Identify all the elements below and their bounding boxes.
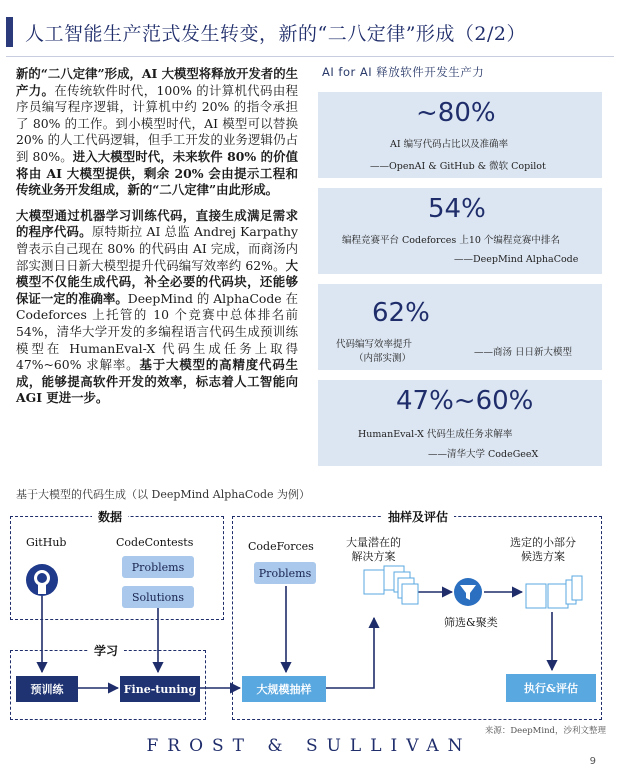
stat-source: ——DeepMind AlphaCode	[454, 254, 579, 265]
paragraph-1	[16, 66, 298, 199]
p2-run: 基于大模型的高精度代码生成，能够提高软件开发的效率，标志着人工智能向 AGI 更进一步。	[16, 357, 299, 406]
page-title: 人工智能生产范式发生转变，新的“二八定律”形成（2/2）	[25, 22, 527, 45]
candidate-solutions-label: 大量潜在的 解决方案	[346, 536, 401, 563]
p1-run: 新的“二八定律”形成，AI 大模型将释放开发者的生产力。	[16, 66, 298, 98]
header-divider	[6, 56, 614, 57]
sampling-node: 大规模抽样	[242, 676, 326, 702]
stat-source: ——OpenAI & GitHub & 微软 Copilot	[370, 161, 546, 172]
stat-card-alphacode	[318, 188, 602, 274]
data-group-label: 数据	[92, 508, 128, 525]
codeforces-label: CodeForces	[248, 540, 314, 553]
source-note: 来源：DeepMind，沙利文整理	[484, 726, 606, 736]
page-header	[6, 8, 614, 56]
p2-run: DeepMind 的 AlphaCode 在 Codeforces 上托管的 10 个竞赛中总体排名前 54%，清华大学开发的多编程语言代码生成预训练模型在 HumanEval-X 代码生成任务上取得 47%~60% 求解率。	[16, 290, 299, 373]
stat-value: ~80%	[416, 98, 496, 128]
codecontests-label: CodeContests	[116, 536, 194, 549]
stat-desc: AI 编写代码占比以及准确率	[390, 139, 509, 150]
stat-desc: 代码编写效率提升	[336, 339, 413, 350]
stat-card-sensetime	[318, 284, 602, 370]
alphacode-diagram	[10, 506, 608, 728]
header-accent-bar	[6, 17, 13, 47]
pretrain-node: 预训练	[16, 676, 78, 702]
stat-desc: HumanEval-X 代码生成任务求解率	[358, 429, 513, 440]
stats-heading: AI for AI 释放软件开发生产力	[322, 65, 485, 79]
selected-candidates-label: 选定的小部分 候选方案	[510, 536, 576, 563]
body-text	[16, 66, 298, 416]
learn-group-label: 学习	[88, 642, 124, 659]
codecontests-solutions-chip: Solutions	[122, 586, 194, 608]
stat-card-copilot	[318, 92, 602, 178]
stat-value: 54%	[428, 194, 486, 224]
stat-source: ——商汤 日日新大模型	[474, 347, 573, 358]
stat-value: 47%~60%	[396, 386, 534, 416]
execute-evaluate-node: 执行&评估	[506, 674, 596, 702]
diagram-caption: 基于大模型的代码生成（以 DeepMind AlphaCode 为例）	[16, 488, 311, 501]
eval-group-label: 抽样及评估	[382, 508, 454, 525]
p2-run: 大模型通过机器学习训练代码，直接生成满足需求的程序代码。	[16, 207, 298, 240]
stat-card-codegeex	[318, 380, 602, 466]
paragraph-2	[16, 208, 298, 407]
page-number: 9	[589, 756, 596, 767]
filter-cluster-label: 筛选&聚类	[444, 616, 498, 629]
p1-run: 进入大模型时代，未来软件 80% 的价值将由 AI 大模型提供，剩余 20% 会由提示工程和传统业务开发组成，新的“二八定律”由此形成。	[16, 148, 298, 198]
codeforces-problems-chip: Problems	[254, 562, 316, 584]
p2-run: 原特斯拉 AI 总监 Andrej Karpathy 曾表示自己现在 80% 的代码由 AI 完成，而商汤内部实测日日新大模型提升代码编写效率约 62%。	[16, 224, 298, 273]
stat-desc-note: （内部实测）	[354, 353, 412, 364]
codecontests-problems-chip: Problems	[122, 556, 194, 578]
stat-source: ——清华大学 CodeGeeX	[428, 449, 539, 460]
github-label: GitHub	[26, 536, 67, 549]
p2-run: 大模型不仅能生成代码，补全必要的代码块，还能够保证一定的准确率。	[16, 257, 298, 306]
frost-sullivan-logo: FROST & SULLIVAN	[146, 736, 472, 756]
stat-value: 62%	[372, 298, 430, 328]
finetune-node: Fine-tuning	[120, 676, 200, 702]
p1-run: 在传统软件时代，100% 的计算机代码由程序员编写程序逻辑，计算机中约 20% 的指令承担了 80% 的工作。到小模型时代，AI 模型可以替换 20% 的人工代码逻辑，但手工开发的业务逻辑仍占到 80%。	[16, 82, 298, 164]
stat-desc: 编程竞赛平台 Codeforces 上10 个编程竞赛中排名	[342, 235, 560, 246]
